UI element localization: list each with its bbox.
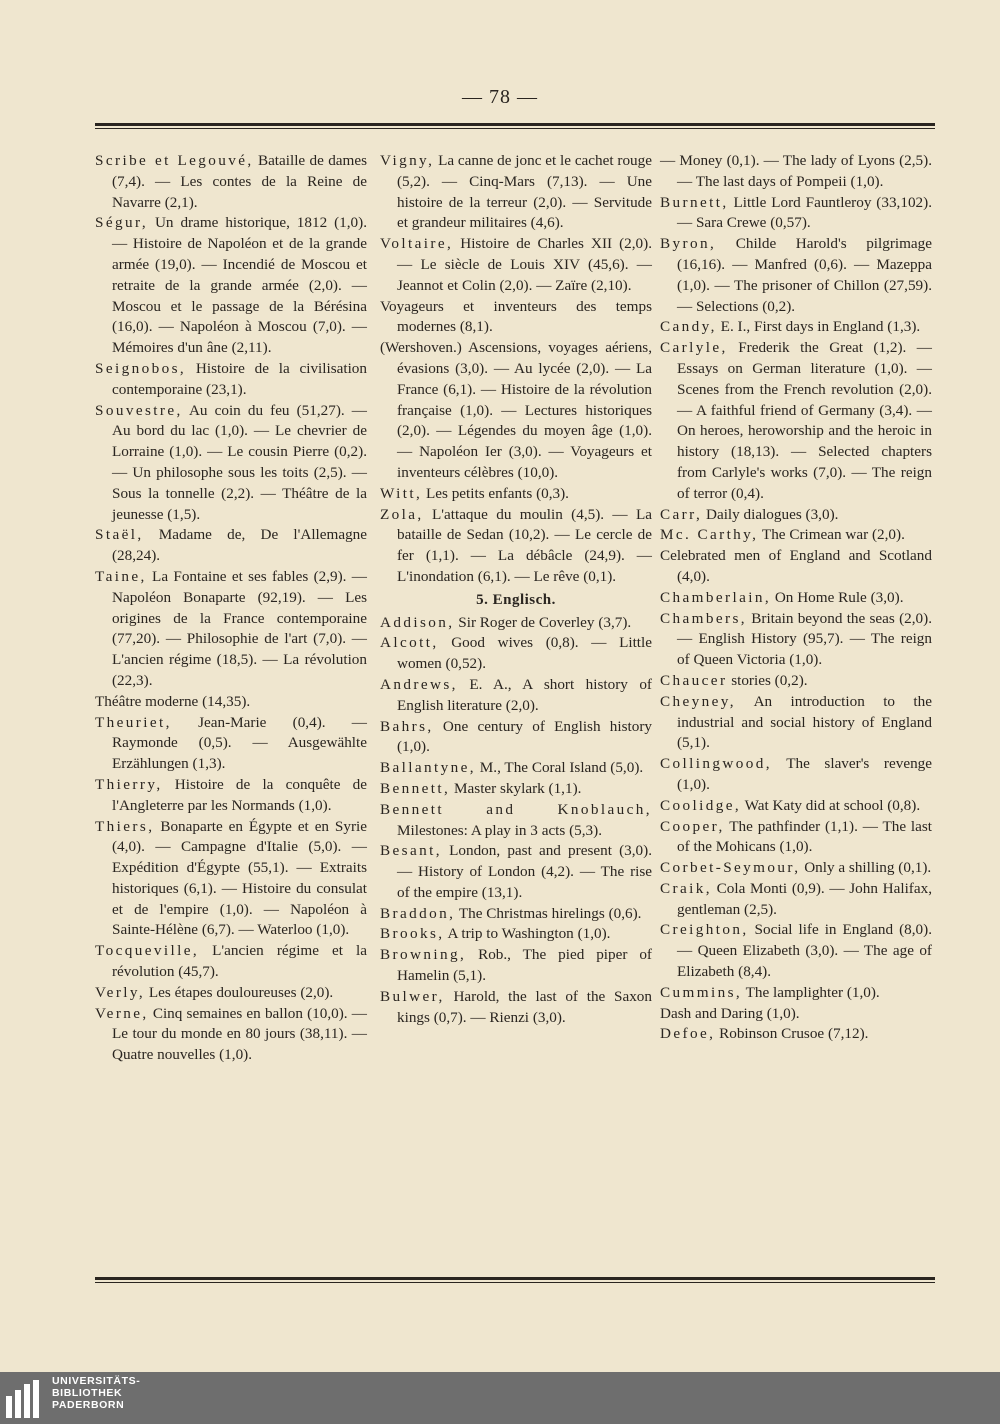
- entry-text: Cinq semaines en ballon (10,0). — Le tour du monde en 80 jours (38,11). — Quatre nouvelles (1,0).: [112, 1004, 367, 1064]
- entry-text: Celebrated men of England and Scotland (4,0).: [660, 547, 932, 585]
- entry-text: Au coin du feu (51,27). — Au bord du lac (1,0). — Le chevrier de Lorraine (1,0). — Le cousin Pierre (0,2). — Un philosophe sous les toits (2,5). — Sous la tonnelle (2,2). — Théâtre de la jeunesse (1,5).: [112, 401, 367, 523]
- bottom-rule: [95, 1277, 935, 1280]
- entry-author: Burnett,: [660, 193, 729, 211]
- entry-text: Rob., The pied piper of Hamelin (5,1).: [397, 946, 652, 985]
- bibliography-entry: [95, 941, 367, 983]
- entry-author: Theuriet,: [95, 713, 172, 731]
- bibliography-entry: [380, 758, 652, 779]
- bibliography-entry: [95, 213, 367, 359]
- entry-author: Braddon,: [380, 904, 456, 922]
- entry-text: Good wives (0,8). — Little women (0,52).: [397, 634, 652, 673]
- entry-author: Carr,: [660, 505, 703, 523]
- entry-text: Histoire de la conquête de l'Angleterre par les Normands (1,0).: [112, 775, 367, 814]
- bibliography-entry: [660, 858, 932, 879]
- bibliography-entry: [95, 775, 367, 817]
- entry-text: The pathfinder (1,1). — The last of the Mohicans (1,0).: [677, 817, 932, 856]
- entry-author: Chaucer: [660, 671, 728, 689]
- bibliography-entry: [380, 505, 652, 588]
- entry-author: Seignobos,: [95, 359, 187, 377]
- entry-author: Voltaire,: [380, 235, 454, 253]
- bottom-rule-thin: [95, 1282, 935, 1283]
- bibliography-entry: [380, 633, 652, 675]
- entry-author: Bahrs,: [380, 717, 434, 735]
- bibliography-entry: [380, 779, 652, 800]
- entry-text: Bataille de dames (7,4). — Les contes de la Reine de Navarre (2,1).: [112, 152, 367, 211]
- entry-text: Un drame historique, 1812 (1,0). — Histoire de Napoléon et de la grande armée (19,0). — Incendié de Moscou et retraite de la grande armée (2,0). — Moscou et le passage de la Bérésina (16,0). — Napoléon à Moscou (7,0). — Mémoires d'un âne (2,11).: [112, 214, 367, 357]
- entry-text: Madame de, De l'Allemagne (28,24).: [112, 526, 367, 565]
- entry-author: Addison,: [380, 613, 455, 631]
- entry-author: Alcott,: [380, 634, 439, 652]
- bibliography-entry: [95, 401, 367, 526]
- bibliography-entry: [660, 234, 932, 317]
- bibliography-entry: [660, 920, 932, 982]
- entry-author: Coolidge,: [660, 796, 742, 814]
- bibliography-entry: [660, 692, 932, 754]
- entry-text: The Crimean war (2,0).: [758, 526, 905, 544]
- bibliography-entry: [660, 1024, 932, 1045]
- bibliography-entry: [660, 817, 932, 859]
- entry-author: Zola,: [380, 505, 424, 523]
- entry-author: Creighton,: [660, 921, 749, 939]
- library-name-line: UNIVERSITÄTS-: [52, 1375, 141, 1387]
- entry-author: Collingwood,: [660, 755, 772, 773]
- entry-author: Brooks,: [380, 925, 445, 943]
- entry-author: Corbet-Seymour,: [660, 859, 801, 877]
- bibliography-entry: [380, 800, 652, 842]
- bibliography-entry: [380, 841, 652, 903]
- bibliography-entry: [95, 567, 367, 692]
- entry-author: Tocqueville,: [95, 942, 200, 960]
- entry-author: Browning,: [380, 946, 467, 964]
- entry-author: Verly,: [95, 983, 146, 1001]
- library-name-line: PADERBORN: [52, 1399, 125, 1411]
- entry-author: Verne,: [95, 1004, 149, 1022]
- bibliography-entry: [95, 359, 367, 401]
- entry-text: Frederik the Great (1,2). — Essays on German literature (1,0). — Scenes from the French revolution (2,0). — A faithful friend of Germany (3,4). — On heroes, heroworship and the heroic in history (18,13). — Selected chapters from Carlyle's works (7,0). — The reign of terror (0,4).: [677, 339, 932, 502]
- entry-author: Bennett,: [380, 779, 451, 797]
- entry-text: La canne de jonc et le cachet rouge (5,2). — Cinq-Mars (7,13). — Une histoire de la terreur (2,0). — Servitude et grandeur militaires (4,6).: [397, 152, 652, 232]
- bibliography-entry: [380, 945, 652, 987]
- entry-text: E. I., First days in England (1,3).: [716, 318, 921, 336]
- entry-author: Witt,: [380, 484, 423, 502]
- text-column-3: [660, 151, 932, 1045]
- bibliography-entry: [660, 338, 932, 504]
- bibliography-entry: [660, 151, 932, 193]
- text-column-1: [95, 151, 367, 1066]
- entry-author: Besant,: [380, 842, 442, 860]
- entry-author: Andrews,: [380, 675, 458, 693]
- entry-text: La Fontaine et ses fables (2,9). — Napoléon Bonaparte (92,19). — Les origines de la France contemporaine (77,20). — Philosophie de l'art (7,0). — L'ancien régime (18,5). — La révolution (22,3).: [112, 567, 367, 689]
- entry-text: One century of English history (1,0).: [397, 717, 652, 756]
- entry-text: Les petits enfants (0,3).: [422, 484, 569, 502]
- entry-text: (Wershoven.) Ascensions, voyages aériens, évasions (3,0). — Au lycée (2,0). — La France (6,1). — Histoire de la révolution française (1,0). — Lectures historiques (2,0). — Légendes du moyen âge (1,0). — Napoléon Ier (3,0). — Voyageurs et inventeurs célèbres (10,0).: [380, 339, 652, 481]
- entry-text: Little Lord Fauntleroy (33,102). — Sara Crewe (0,57).: [677, 193, 932, 232]
- bibliography-entry: [380, 987, 652, 1029]
- bibliography-entry: [660, 671, 932, 692]
- entry-author: Bennett and Knoblauch,: [380, 800, 652, 818]
- entry-text: Sir Roger de Coverley (3,7).: [454, 613, 632, 631]
- entry-text: Dash and Daring (1,0).: [660, 1004, 800, 1022]
- entry-text: Wat Katy did at school (0,8).: [741, 796, 921, 814]
- bibliography-entry: [660, 754, 932, 796]
- entry-text: The Christmas hirelings (0,6).: [455, 904, 642, 922]
- entry-author: Cooper,: [660, 817, 725, 835]
- entry-author: Scribe et Legouvé,: [95, 152, 254, 169]
- entry-text: M., The Coral Island (5,0).: [476, 759, 644, 777]
- entry-author: Souvestre,: [95, 401, 183, 419]
- entry-author: Defoe,: [660, 1025, 716, 1043]
- bibliography-entry: [95, 692, 367, 713]
- entry-text: London, past and present (3,0). — History of London (4,2). — The rise of the empire (13,1).: [397, 842, 652, 901]
- entry-text: Les étapes douloureuses (2,0).: [145, 983, 334, 1001]
- entry-author: Thiers,: [95, 817, 155, 835]
- bibliography-entry: [95, 1004, 367, 1066]
- entry-author: Staël,: [95, 526, 144, 544]
- bibliography-entry: [380, 717, 652, 759]
- entry-text: A trip to Washington (1,0).: [444, 925, 611, 943]
- entry-author: Cheyney,: [660, 692, 736, 710]
- entry-text: Histoire de Charles XII (2,0). — Le siècle de Louis XIV (45,6). — Jeannot et Colin (2,0). — Zaïre (2,10).: [397, 235, 652, 294]
- bibliography-entry: [660, 317, 932, 338]
- entry-text: Théâtre moderne (14,35).: [95, 692, 251, 710]
- entry-author: Thierry,: [95, 775, 163, 793]
- entry-text: Master skylark (1,1).: [450, 779, 582, 797]
- entry-text: Histoire de la civilisation contemporaine (23,1).: [112, 359, 367, 398]
- library-logo-icon: [6, 1380, 46, 1418]
- entry-author: Candy,: [660, 318, 717, 336]
- entry-text: stories (0,2).: [727, 671, 808, 689]
- entry-text: Robinson Crusoe (7,12).: [715, 1025, 869, 1043]
- bibliography-entry: [660, 505, 932, 526]
- entry-text: The lamplighter (1,0).: [742, 983, 880, 1001]
- entry-author: Taine,: [95, 567, 147, 585]
- entry-text: Only a shilling (0,1).: [800, 859, 932, 877]
- bibliography-entry: [660, 588, 932, 609]
- entry-text: An introduction to the industrial and social history of England (5,1).: [677, 692, 932, 752]
- entry-text: Social life in England (8,0). — Queen Elizabeth (3,0). — The age of Elizabeth (8,4).: [677, 921, 932, 981]
- bibliography-entry: [380, 924, 652, 945]
- top-rule-thin: [95, 128, 935, 129]
- bibliography-entry: [380, 613, 652, 634]
- bibliography-entry: [660, 546, 932, 588]
- entry-text: E. A., A short history of English literature (2,0).: [397, 675, 652, 714]
- entry-text: Bonaparte en Égypte et en Syrie (4,0). — Campagne d'Italie (5,0). — Expédition d'Égypte (55,1). — Extraits historiques (6,1). — Histoire du consulat et de l'empire (1,0). — Napoléon à Sainte-Hélène (6,7). — Waterloo (1,0).: [112, 817, 367, 939]
- bibliography-entry: [380, 675, 652, 717]
- entry-text: L'attaque du moulin (4,5). — La bataille de Sedan (10,2). — Le cercle de fer (1,1). — La débâcle (24,9). — L'inondation (6,1). — Le rêve (0,1).: [397, 505, 652, 585]
- entry-text: L'ancien régime et la révolution (45,7).: [112, 942, 367, 981]
- entry-text: Voyageurs et inventeurs des temps modernes (8,1).: [380, 297, 652, 336]
- text-column-2: [380, 151, 652, 1028]
- entry-author: Ballantyne,: [380, 759, 476, 777]
- bibliography-entry: [380, 151, 652, 234]
- bibliography-entry: [660, 879, 932, 921]
- bibliography-entry: [660, 1004, 932, 1025]
- library-name-line: BIBLIOTHEK: [52, 1387, 123, 1399]
- bibliography-entry: [380, 904, 652, 925]
- entry-author: Cummins,: [660, 983, 743, 1001]
- entry-text: Cola Monti (0,9). — John Halifax, gentleman (2,5).: [677, 879, 932, 918]
- entry-author: Byron,: [660, 235, 717, 253]
- entry-author: Chambers,: [660, 609, 747, 627]
- bibliography-entry: [380, 338, 652, 484]
- section-heading: 5. Englisch.: [476, 591, 556, 608]
- bibliography-entry: [95, 713, 367, 775]
- entry-text: Harold, the last of the Saxon kings (0,7). — Rienzi (3,0).: [397, 987, 652, 1026]
- bibliography-entry: [660, 983, 932, 1004]
- bibliography-entry: [380, 234, 652, 296]
- entry-text: Milestones: A play in 3 acts (5,3).: [397, 821, 603, 839]
- entry-author: Mc. Carthy,: [660, 526, 759, 544]
- page-number: — 78 —: [462, 86, 538, 108]
- entry-text: Daily dialogues (3,0).: [702, 505, 839, 523]
- bibliography-entry: [95, 151, 367, 213]
- entry-text: Britain beyond the seas (2,0). — English History (95,7). — The reign of Queen Victoria (1,0).: [677, 609, 932, 669]
- top-rule: [95, 123, 935, 126]
- bibliography-entry: [660, 193, 932, 235]
- bibliography-entry: [380, 484, 652, 505]
- library-footer: [0, 1372, 1000, 1424]
- entry-text: Jean-Marie (0,4). — Raymonde (0,5). — Ausgewählte Erzählungen (1,3).: [112, 713, 367, 773]
- entry-text: Childe Harold's pilgrimage (16,16). — Manfred (0,6). — Mazeppa (1,0). — The prisoner of Chillon (27,59). — Selections (0,2).: [677, 235, 932, 315]
- entry-text: The slaver's revenge (1,0).: [677, 755, 932, 793]
- bibliography-entry: [380, 297, 652, 339]
- bibliography-entry: [660, 796, 932, 817]
- entry-text: — Money (0,1). — The lady of Lyons (2,5). — The last days of Pompeii (1,0).: [660, 152, 932, 190]
- entry-author: Bulwer,: [380, 987, 445, 1005]
- entry-text: On Home Rule (3,0).: [771, 588, 904, 606]
- entry-author: Vigny,: [380, 152, 435, 169]
- bibliography-entry: [95, 983, 367, 1004]
- bibliography-entry: [95, 817, 367, 942]
- bibliography-entry: [660, 609, 932, 671]
- bibliography-entry: [95, 525, 367, 567]
- entry-author: Chamberlain,: [660, 588, 772, 606]
- entry-author: Carlyle,: [660, 339, 728, 357]
- bibliography-entry: [660, 525, 932, 546]
- entry-author: Ségur,: [95, 214, 149, 232]
- entry-author: Craik,: [660, 879, 712, 897]
- library-name: [52, 1375, 140, 1411]
